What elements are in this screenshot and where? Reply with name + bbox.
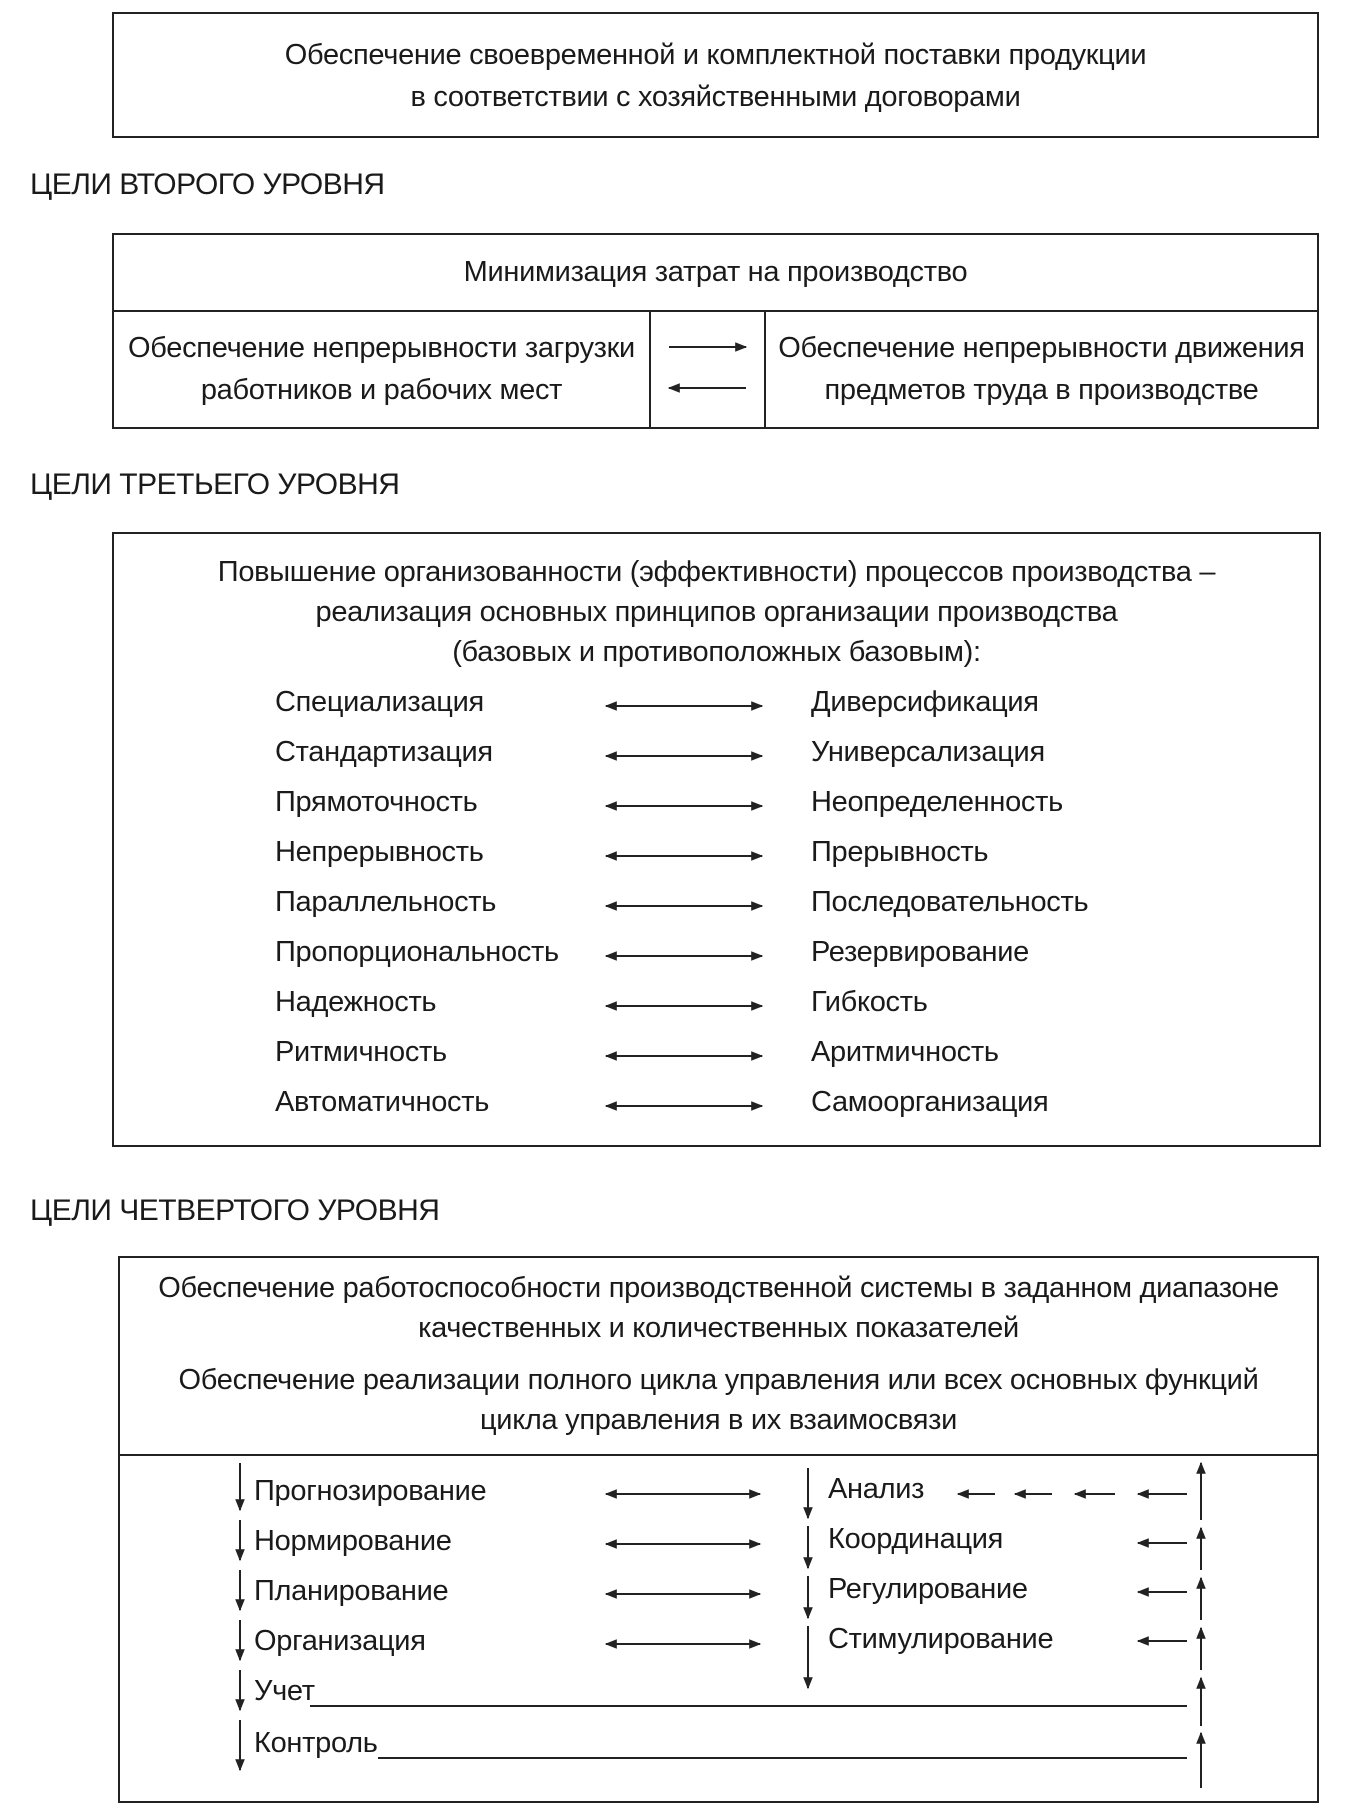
principle-opposite: Прерывность <box>811 836 989 868</box>
principle-opposite: Универсализация <box>811 736 1045 768</box>
principle-base: Автоматичность <box>275 1086 490 1118</box>
principle-base: Непрерывность <box>275 836 484 868</box>
function-planning: Планирование <box>254 1575 449 1607</box>
double-arrow <box>604 906 774 910</box>
level3-heading: ЦЕЛИ ТРЕТЬЕГО УРОВНЯ <box>30 468 400 501</box>
level2-main-goal: Минимизация затрат на производство <box>463 256 968 288</box>
principle-opposite: Неопределенность <box>811 786 1063 818</box>
level1-goal-box <box>112 12 1319 138</box>
double-arrow <box>604 1006 774 1010</box>
double-arrow <box>604 956 774 960</box>
double-arrow <box>604 1106 774 1110</box>
principle-row <box>114 736 1319 776</box>
principle-opposite: Последовательность <box>811 886 1089 918</box>
double-arrow <box>604 806 774 810</box>
double-arrow <box>604 706 774 710</box>
principle-base: Ритмичность <box>275 1036 447 1068</box>
level3-box <box>112 532 1321 1147</box>
function-stimulation: Стимулирование <box>828 1623 1054 1655</box>
principle-base: Пропорциональность <box>275 936 559 968</box>
function-forecasting: Прогнозирование <box>254 1475 487 1507</box>
function-accounting: Учет <box>254 1675 315 1707</box>
function-control: Контроль <box>254 1727 378 1759</box>
function-organization: Организация <box>254 1625 426 1657</box>
level3-intro-line3: (базовых и противоположных базовым): <box>452 636 981 668</box>
level4-heading: ЦЕЛИ ЧЕТВЕРТОГО УРОВНЯ <box>30 1194 440 1227</box>
double-arrow <box>604 856 774 860</box>
level1-goal-line2: в соответствии с хозяйственными договорами <box>410 81 1021 113</box>
principle-row <box>114 986 1319 1026</box>
level4-goal1-line1: Обеспечение работоспособности производственной системы в заданном диапазоне <box>158 1272 1279 1304</box>
level4-goal2-line2: цикла управления в их взаимосвязи <box>479 1404 958 1436</box>
level2-box <box>112 233 1319 429</box>
principle-row <box>114 786 1319 826</box>
level2-left-line2: работников и рабочих мест <box>200 374 563 406</box>
level2-right-line2: предметов труда в производстве <box>824 374 1259 406</box>
principle-base: Параллельность <box>275 886 497 918</box>
principle-opposite: Гибкость <box>811 986 928 1018</box>
principle-row <box>114 836 1319 876</box>
function-analysis: Анализ <box>828 1473 925 1505</box>
principle-base: Стандартизация <box>275 736 493 768</box>
level3-intro-line1: Повышение организованности (эффективности) процессов производства – <box>217 556 1216 588</box>
double-arrow <box>604 756 774 760</box>
level2-right-line1: Обеспечение непрерывности движения <box>778 332 1305 364</box>
principle-base: Прямоточность <box>275 786 478 818</box>
principle-base: Надежность <box>275 986 437 1018</box>
principle-row <box>114 886 1319 926</box>
principle-opposite: Диверсификация <box>811 686 1039 718</box>
level2-heading: ЦЕЛИ ВТОРОГО УРОВНЯ <box>30 168 385 201</box>
principle-row <box>114 1036 1319 1076</box>
function-coordination: Координация <box>828 1523 1004 1555</box>
principle-row <box>114 1086 1319 1126</box>
principle-opposite: Самоорганизация <box>811 1086 1049 1118</box>
function-regulation: Регулирование <box>828 1573 1028 1605</box>
double-arrow <box>604 1056 774 1060</box>
principle-row <box>114 936 1319 976</box>
level3-intro <box>114 552 1319 672</box>
level3-intro-line2: реализация основных принципов организации производства <box>315 596 1118 628</box>
level4-goal1-line2: качественных и количественных показателей <box>418 1312 1019 1344</box>
level1-goal-line1: Обеспечение своевременной и комплектной поставки продукции <box>284 39 1147 71</box>
principle-row <box>114 686 1319 726</box>
principle-base: Специализация <box>275 686 484 718</box>
principle-opposite: Резервирование <box>811 936 1030 968</box>
level4-flow-arrows <box>120 1258 1321 1805</box>
level4-goal2-line1: Обеспечение реализации полного цикла управления или всех основных функций <box>178 1364 1259 1396</box>
level2-mutual-arrows <box>114 235 1321 431</box>
principle-opposite: Аритмичность <box>811 1036 999 1068</box>
level2-left-line1: Обеспечение непрерывности загрузки <box>128 332 635 364</box>
function-norming: Нормирование <box>254 1525 452 1557</box>
level4-box <box>118 1256 1319 1803</box>
